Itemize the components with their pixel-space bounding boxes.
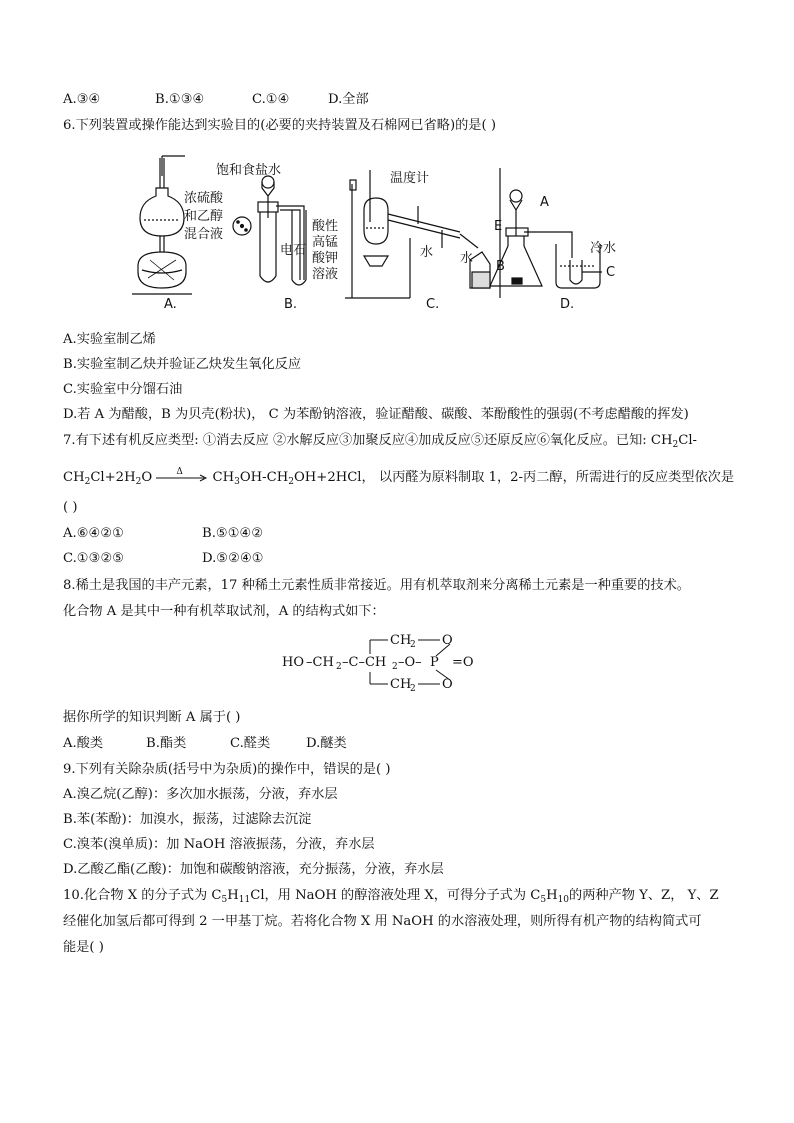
q9-option-d: D.乙酸乙酯(乙酸)：加饱和碳酸钠溶液，充分振荡，分液，弃水层 [63, 862, 444, 877]
q6-apparatus-figure [120, 148, 640, 318]
caption-c: C. [426, 297, 440, 312]
structure-ho: HO [282, 655, 304, 670]
q6-stem: 6.下列装置或操作能达到实验目的(必要的夹持装置及石棉网已省略)的是( ) [63, 118, 496, 133]
q6-option-c: C.实验室中分馏石油 [63, 382, 183, 397]
q7-paren: ( ) [63, 500, 78, 515]
q8-line-2: 化合物 A 是其中一种有机萃取试剂，A 的结构式如下： [63, 604, 385, 619]
apparatus-d-label-c: C [606, 265, 616, 280]
apparatus-c-water-1: 水 [420, 245, 434, 260]
q7-option-c: C.①③②⑤ [63, 551, 125, 566]
apparatus-b-side-4: 溶液 [312, 267, 339, 282]
apparatus-b-label-top: 饱和食盐水 [216, 163, 282, 178]
svg-text:2: 2 [410, 640, 416, 650]
caption-b: B. [284, 297, 298, 312]
q8-option-a: A.酸类 [63, 736, 104, 751]
apparatus-c-label-top: 温度计 [390, 171, 430, 186]
apparatus-b-side-3: 酸钾 [312, 251, 339, 266]
svg-text:–O–: –O– [398, 655, 422, 670]
apparatus-a-label-3: 混合液 [184, 227, 224, 242]
apparatus-b-label-mid: 电石 [280, 243, 307, 258]
apparatus-b-side-1: 酸性 [312, 219, 339, 234]
apparatus-b-drawing [233, 176, 306, 285]
q5-option-a: A.③④ [63, 92, 101, 107]
apparatus-a-label-2: 和乙醇 [184, 209, 224, 224]
q7-option-b: B.⑤①④② [202, 526, 264, 541]
svg-text:–C–CH: –C–CH [342, 655, 387, 670]
q8-option-b: B.酯类 [146, 736, 187, 751]
apparatus-c-water-2: 水 [460, 251, 474, 266]
q5-option-b: B.①③④ [155, 92, 205, 107]
q9-stem: 9.下列有关除杂质(括号中为杂质)的操作中，错误的是( ) [63, 762, 391, 777]
q6-option-b: B.实验室制乙炔并验证乙炔发生氧化反应 [63, 357, 302, 372]
svg-text:2: 2 [410, 684, 416, 694]
q10-line-3: 能是( ) [63, 940, 104, 955]
q8-line-1: 8.稀土是我国的丰产元素，17 种稀土元素性质非常接近。用有机萃取剂来分离稀土元素是一种重要的技术。 [63, 578, 690, 593]
q10-line-2: 经催化加氢后都可得到 2 一甲基丁烷。若将化合物 X 用 NaOH 的水溶液处理，则所得有机产物的结构简式可 [63, 914, 702, 929]
q9-option-b: B.苯(苯酚)：加溴水，振荡，过滤除去沉淀 [63, 812, 312, 827]
structure-o-top: O [442, 633, 453, 648]
apparatus-c-drawing [345, 168, 503, 298]
apparatus-d-label-cold: 冷水 [590, 241, 617, 256]
q5-option-d: D.全部 [328, 92, 369, 107]
q6-option-d: D.若 A 为醋酸，B 为贝壳(粉状)， C 为苯酚钠溶液，验证醋酸、碳酸、苯酚酸性的强弱(不考虑醋酸的挥发) [63, 407, 689, 422]
q8-option-d: D.醚类 [306, 736, 347, 751]
caption-d: D. [560, 297, 575, 312]
q9-option-a: A.溴乙烷(乙醇)：多次加水振荡，分液，弃水层 [63, 787, 338, 802]
q7-option-a: A.⑥④②① [63, 526, 125, 541]
q6-option-a: A.实验室制乙烯 [63, 332, 156, 347]
structure-o-bottom: O [442, 677, 453, 692]
q9-option-c: C.溴苯(溴单质)：加 NaOH 溶液振荡，分液，弃水层 [63, 837, 375, 852]
structure-p: P [430, 655, 439, 670]
apparatus-a-label-1: 浓硫酸 [184, 191, 224, 206]
svg-text:CH: CH [390, 677, 412, 692]
structure-o-double: =O [452, 655, 474, 670]
svg-text:CH: CH [390, 633, 412, 648]
svg-text:2: 2 [336, 662, 342, 672]
q7-equation: $CH_2Cl+2H_2O$ Δ $CH_3OH-CH_2OH+2HCl$， 以丙醛为原料制取 1，2-丙二醇，所需进行的反应类型依次是 [63, 466, 735, 487]
apparatus-d-label-b: B [496, 259, 505, 274]
svg-text:2: 2 [392, 662, 398, 672]
q5-option-c: C.①④ [252, 92, 290, 107]
q7-option-d: D.⑤②④① [202, 551, 264, 566]
caption-a: A. [164, 297, 177, 312]
structure-ch2-left: –CH [306, 655, 334, 670]
compound-a-structure [280, 628, 510, 694]
heat-arrow: Δ [156, 472, 208, 484]
apparatus-b-side-2: 高锰 [312, 235, 339, 250]
q7-stem: 7.有下述有机反应类型: ①消去反应 ②水解反应③加聚反应④加成反应⑤还原反应⑥氧化反应。已知: $CH_2Cl-$ [63, 433, 698, 450]
apparatus-d-label-a: A [540, 195, 549, 210]
apparatus-d-label-e: E [494, 219, 503, 234]
apparatus-a-drawing [132, 156, 192, 294]
q8-option-c: C.醛类 [230, 736, 271, 751]
q8-line-3: 据你所学的知识判断 A 属于( ) [63, 710, 241, 725]
q10-line-1: 10.化合物 X 的分子式为 $C_5H_{11}Cl$，用 NaOH 的醇溶液处理 X，可得分子式为 $C_5H_{10}$的两种产物 Y、Z， Y、Z [63, 888, 719, 905]
